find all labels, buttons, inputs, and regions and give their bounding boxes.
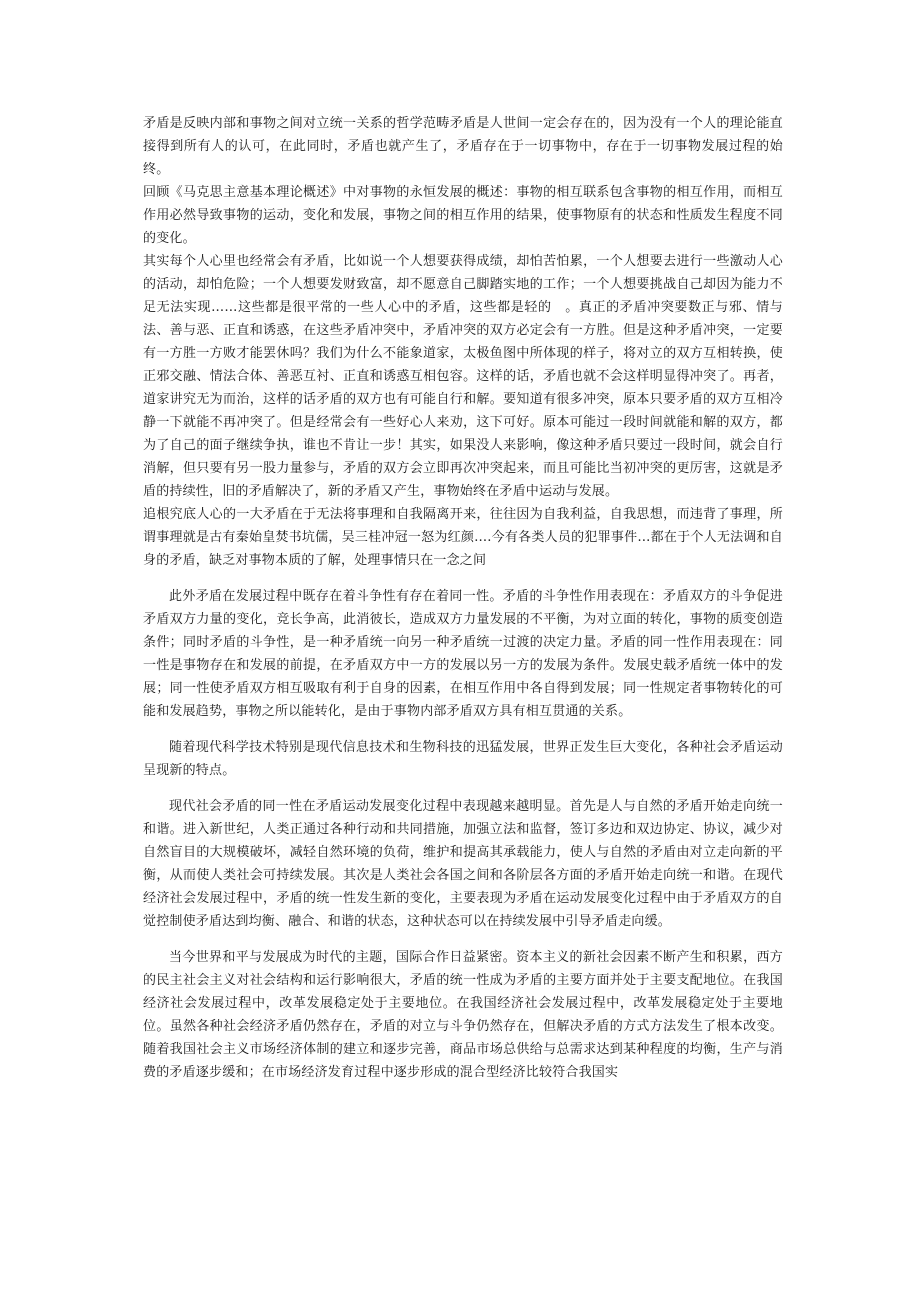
paragraph-7: 现代社会矛盾的同一性在矛盾运动发展变化过程中表现越来越明显。首先是人与自然的矛盾开始走向统一和谐。进入新世纪，人类正通过各种行动和共同措施，加强立法和监督，签订多边和双边协定、协议，减少对自然盲目的大规模破坏，减轻自然环境的负荷，维护和提高其承载能力，使人与自然的矛盾由对立走向新的平衡，从而使人类社会可持续发展。其次是人类社会各国之间和各阶层各方面的矛盾开始走向统一和谐。在现代经济社会发展过程中，矛盾的统一性发生新的变化，主要表现为矛盾在运动发展变化过程中由于矛盾双方的自觉控制使矛盾达到均衡、融合、和谐的状态，这种状态可以在持续发展中引导矛盾走向缓。 [143, 799, 783, 929]
paragraph-3: 其实每个人心里也经常会有矛盾，比如说一个人想要获得成绩，却怕苦怕累，一个人想要去进行一些激动人心的活动，却怕危险；一个人想要发财致富，却不愿意自己脚踏实地的工作；一个人想要挑战自己却因为能力不足无法实现……这些都是很平常的一些人心中的矛盾，这些都是轻的 。真正的矛盾冲突要数正与邪、情与法、善与恶、正直和诱惑，在这些矛盾冲突中，矛盾冲突的双方必定会有一方胜。但是这种矛盾冲突，一定要有一方胜一方败才能罢休吗？我们为什么不能象道家，太极鱼图中所体现的样子，将对立的双方互相转换，使正邪交融、情法合体、善恶互衬、正直和诱惑互相包容。这样的话，矛盾也就不会这样明显得冲突了。再者，道家讲究无为而治，这样的话矛盾的双方也有可能自行和解。要知道有很多冲突，原本只要矛盾的双方互相冷静一下就能不再冲突了。但是经常会有一些好心人来劝，这下可好。原本可能过一段时间就能和解的双方，都为了自己的面子继续争执，谁也不肯让一步！其实，如果没人来影响，像这种矛盾只要过一段时间，就会自行消解，但只要有另一股力量参与，矛盾的双方会立即再次冲突起来，而且可能比当初冲突的更厉害，这就是矛盾的持续性，旧的矛盾解决了，新的矛盾又产生，事物始终在矛盾中运动与发展。 [143, 254, 783, 499]
paragraph-2: 回顾《马克思主意基本理论概述》中对事物的永恒发展的概述：事物的相互联系包含事物的相互作用，而相互作用必然导致事物的运动，变化和发展，事物之间的相互作用的结果，使事物原有的状态和性质发生程度不同的变化。 [143, 185, 783, 246]
document-body [143, 112, 783, 1084]
paragraph-4: 追根究底人心的一大矛盾在于无法将事理和自我隔离开来，往往因为自我利益，自我思想，而违背了事理，所谓事理就是古有秦始皇焚书坑儒，吴三桂冲冠一怒为红颜….今有各类人员的犯罪事件…都在于个人无法调和自身的矛盾，缺乏对事物本质的了解，处理事情只在一念之间 [143, 507, 783, 568]
paragraph-8: 当今世界和平与发展成为时代的主题，国际合作日益紧密。资本主义的新社会因素不断产生和积累，西方的民主社会主义对社会结构和运行影响很大，矛盾的统一性成为矛盾的主要方面并处于主要支配地位。在我国经济社会发展过程中，改革发展稳定处于主要地位。在我国经济社会发展过程中，改革发展稳定处于主要地位。虽然各种社会经济矛盾仍然存在，矛盾的对立与斗争仍然存在，但解决矛盾的方式方法发生了根本改变。随着我国社会主义市场经济体制的建立和逐步完善，商品市场总供给与总需求达到某种程度的均衡，生产与消费的矛盾逐步缓和；在市场经济发育过程中逐步形成的混合型经济比较符合我国实 [143, 950, 783, 1080]
paragraph-6: 随着现代科学技术特别是现代信息技术和生物科技的迅猛发展，世界正发生巨大变化，各种社会矛盾运动呈现新的特点。 [143, 740, 783, 778]
paragraph-5: 此外矛盾在发展过程中既存在着斗争性有存在着同一性。矛盾的斗争性作用表现在：矛盾双方的斗争促进矛盾双方力量的变化，竞长争高，此消彼长，造成双方力量发展的不平衡，为对立面的转化，事物的质变创造条件；同时矛盾的斗争性，是一种矛盾统一向另一种矛盾统一过渡的决定力量。矛盾的同一性作用表现在：同一性是事物存在和发展的前提，在矛盾双方中一方的发展以另一方的发展为条件。发展史载矛盾统一体中的发展；同一性使矛盾双方相互吸取有利于自身的因素，在相互作用中各自得到发展；同一性规定者事物转化的可能和发展趋势，事物之所以能转化，是由于事物内部矛盾双方具有相互贯通的关系。 [143, 589, 783, 719]
paragraph-1: 矛盾是反映内部和事物之间对立统一关系的哲学范畴矛盾是人世间一定会存在的，因为没有一个人的理论能直接得到所有人的认可，在此同时，矛盾也就产生了，矛盾存在于一切事物中，存在于一切事物发展过程的始终。 [143, 116, 783, 177]
